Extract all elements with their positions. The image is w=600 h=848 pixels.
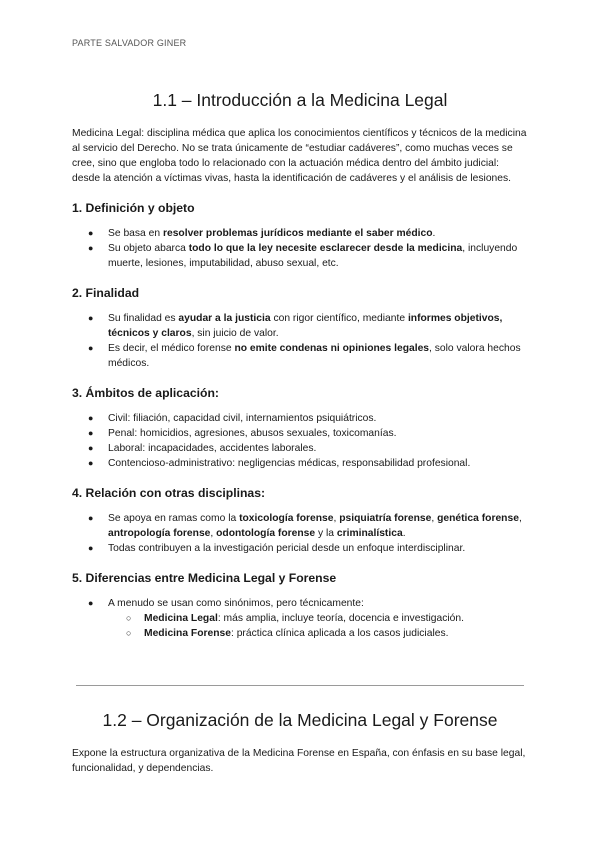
bullet-icon: ● xyxy=(88,543,94,553)
section-1-intro: Medicina Legal: disciplina médica que aplica los conocimientos científicos y técnicos de la medicina al servicio del Derecho. No se trata únicamente de “estudiar cadáveres”, como muchas veces se cree, sino que engloba todo lo relacionado con la actuación médica dentro del ámbito judicial: desde la atención a víctimas vivas, hasta la identificación de cadáveres y el análisis de lesiones. xyxy=(72,128,527,184)
list-item: ● Es decir, el médico forense no emite condenas ni opiniones legales, solo valora hechos médicos. xyxy=(88,343,521,369)
bullet-list-diferencias xyxy=(72,596,528,611)
list-item: ○ Medicina Forense: práctica clínica aplicada a los casos judiciales. xyxy=(126,628,449,639)
hollow-bullet-icon: ○ xyxy=(126,613,132,623)
list-item: ● Todas contribuyen a la investigación pericial desde un enfoque interdisciplinar. xyxy=(88,543,466,554)
bullet-icon: ● xyxy=(88,243,94,253)
list-item: ● Su objeto abarca todo lo que la ley necesite esclarecer desde la medicina, incluyendo muerte, lesiones, imputabilidad, abuso sexual, etc. xyxy=(88,243,518,269)
subsection-heading-relacion: 4. Relación con otras disciplinas: xyxy=(72,486,266,500)
bullet-icon: ● xyxy=(88,598,94,608)
list-item: ● Se apoya en ramas como la toxicología forense, psiquiatría forense, genética forense, antropología forense, odontología forense y la criminalística. xyxy=(88,513,522,539)
list-item: ● Penal: homicidios, agresiones, abusos sexuales, toxicomanías. xyxy=(88,428,397,439)
bullet-icon: ● xyxy=(88,413,94,423)
section-2-intro: Expone la estructura organizativa de la Medicina Forense en España, con énfasis en su base legal, funcionalidad, y dependencias. xyxy=(72,748,526,774)
section-1 xyxy=(72,88,528,641)
bullet-icon: ● xyxy=(88,343,94,353)
bullet-icon: ● xyxy=(88,228,94,238)
list-item: ○ Medicina Legal: más amplia, incluye teoría, docencia e investigación. xyxy=(126,613,464,624)
horizontal-divider xyxy=(76,685,524,686)
sub-bullet-list-diferencias xyxy=(72,611,528,641)
section-2-title: 1.2 – Organización de la Medicina Legal y Forense xyxy=(102,710,498,730)
bullet-icon: ● xyxy=(88,458,94,468)
bullet-icon: ● xyxy=(88,428,94,438)
section-2 xyxy=(72,708,528,776)
bullet-list-definicion xyxy=(72,226,528,271)
page-header: PARTE SALVADOR GINER xyxy=(72,38,187,48)
bullet-icon: ● xyxy=(88,513,94,523)
list-item: ● Se basa en resolver problemas jurídicos mediante el saber médico. xyxy=(88,228,436,239)
subsection-heading-definicion: 1. Definición y objeto xyxy=(72,201,195,215)
bullet-list-relacion xyxy=(72,511,528,556)
section-1-title: 1.1 – Introducción a la Medicina Legal xyxy=(152,90,448,110)
list-item: ● Civil: filiación, capacidad civil, internamientos psiquiátricos. xyxy=(88,413,377,424)
subsection-heading-diferencias: 5. Diferencias entre Medicina Legal y Forense xyxy=(72,571,337,585)
list-item: ● A menudo se usan como sinónimos, pero técnicamente: xyxy=(88,598,364,609)
subsection-heading-ambitos: 3. Ámbitos de aplicación: xyxy=(72,386,219,400)
bullet-icon: ● xyxy=(88,443,94,453)
bullet-list-ambitos xyxy=(72,411,528,471)
list-item: ● Contencioso-administrativo: negligencias médicas, responsabilidad profesional. xyxy=(88,458,471,469)
list-item: ● Laboral: incapacidades, accidentes laborales. xyxy=(88,443,317,454)
subsection-heading-finalidad: 2. Finalidad xyxy=(72,286,140,300)
hollow-bullet-icon: ○ xyxy=(126,628,132,638)
bullet-list-finalidad xyxy=(72,311,528,371)
bullet-icon: ● xyxy=(88,313,94,323)
list-item: ● Su finalidad es ayudar a la justicia con rigor científico, mediante informes objetivos, técnicos y claros, sin juicio de valor. xyxy=(88,313,503,339)
